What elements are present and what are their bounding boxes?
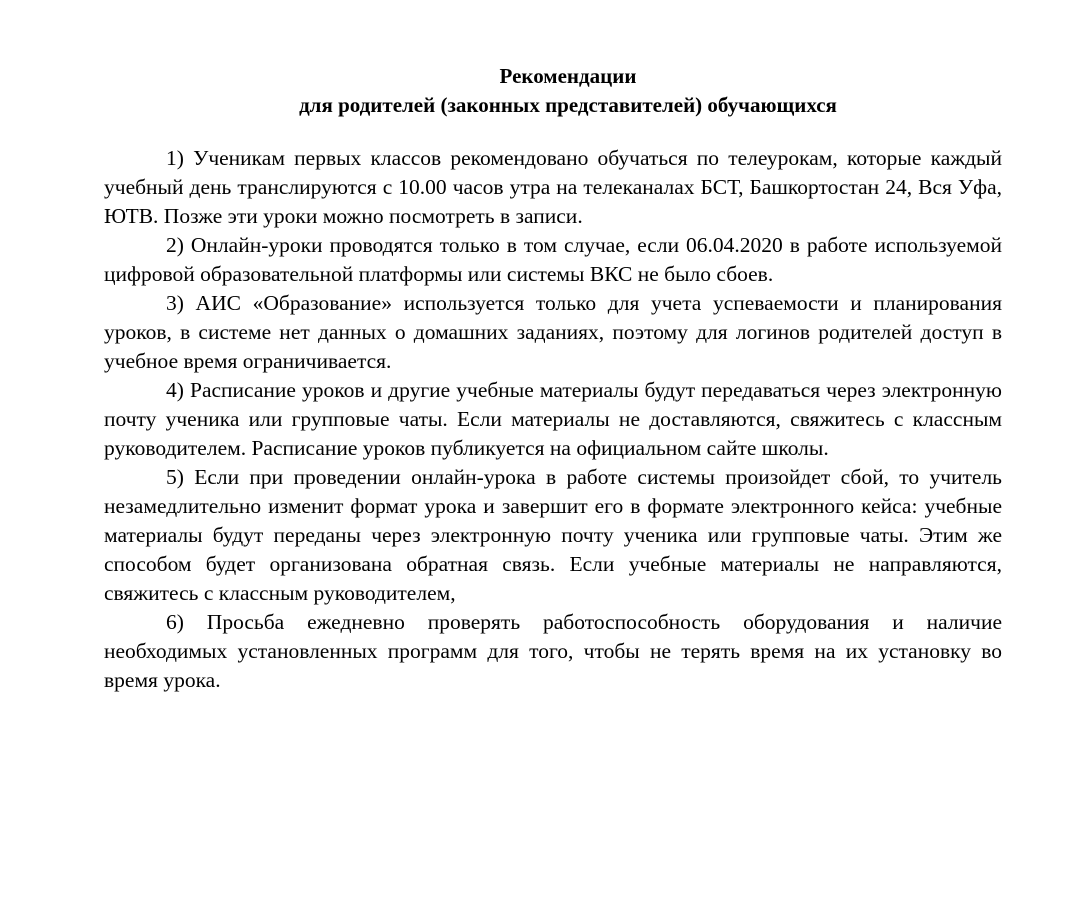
recommendation-item-2: 2) Онлайн-уроки проводятся только в том случае, если 06.04.2020 в работе используемой цифровой образовательной платформы или системы ВКС не было сбоев. bbox=[104, 233, 1002, 286]
recommendation-item-1: 1) Ученикам первых классов рекомендовано обучаться по телеурокам, которые каждый учебный день транслируются с 10.00 часов утра на телеканалах БСТ, Башкортостан 24, Вся Уфа, ЮТВ. Позже эти уроки можно посмотреть в записи. bbox=[104, 146, 1002, 228]
recommendation-item-4: 4) Расписание уроков и другие учебные материалы будут передаваться через электронную почту ученика или групповые чаты. Если материалы не доставляются, свяжитесь с классным руководителем. Расписание уроков публикуется на официальном сайте школы. bbox=[104, 378, 1002, 460]
recommendation-item-6: 6) Просьба ежедневно проверять работоспособность оборудования и наличие необходимых установленных программ для того, чтобы не терять время на их установку во время урока. bbox=[104, 610, 1002, 692]
document-title bbox=[104, 62, 1002, 120]
recommendation-item-3: 3) АИС «Образование» используется только для учета успеваемости и планирования уроков, в системе нет данных о домашних заданиях, поэтому для логинов родителей доступ в учебное время ограничивается. bbox=[104, 291, 1002, 373]
title-line-2: для родителей (законных представителей) обучающихся bbox=[299, 93, 837, 117]
title-line-1: Рекомендации bbox=[499, 64, 637, 88]
recommendation-item-5: 5) Если при проведении онлайн-урока в работе системы произойдет сбой, то учитель незамедлительно изменит формат урока и завершит его в формате электронного кейса: учебные материалы будут переданы через электронную почту ученика или групповые чаты. Этим же способом будет организована обратная связь. Если учебные материалы не направляются, свяжитесь с классным руководителем, bbox=[104, 465, 1002, 605]
document-page bbox=[104, 62, 1002, 695]
recommendations-list bbox=[104, 144, 1002, 695]
